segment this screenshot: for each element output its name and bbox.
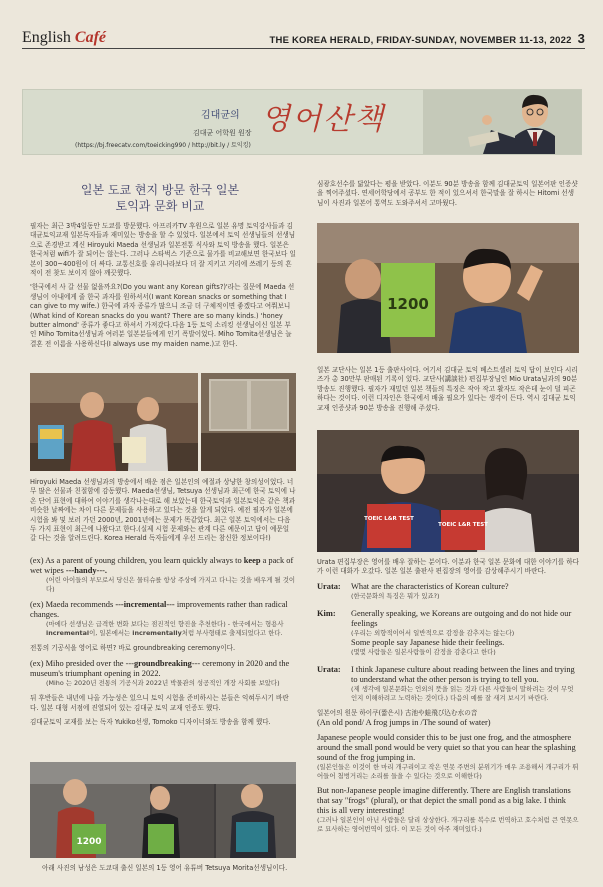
dialogue-2-en-2: Some people say Japanese hide their feelings. (351, 637, 505, 647)
book-cover-1200-a: 1200 (76, 837, 102, 847)
left-paragraph-2: '한국에서 사 갈 선물 없을까요?(Do you want any Korean gifts?)'라는 질문에 Maeda 선생님이 아내에게 줄 한국 과자를 원하셔서(I want Korean snacks or something that I can give to my wife.) 한국에 과자 종류가 많으니 조금 더 구체적이면 좋겠다고 여쭤보니 (What kind of Korean snacks do you want? There are so many kinds.) 'honey butter almond' 종류가 좋다고 하셔서 가져갔다.다음 1등 토익 소리킹 선생님이신 일본 부인 Miho Tomita선생님과 여러분 일본분들에게 인기 폭발이었다. Miho Tomita선생님은 늘 결혼 전 이름을 사용하신다(I always use my maiden name.)고 한다. (30, 283, 295, 348)
book-cover-toeic-b: TOEIC L&R TEST (438, 522, 488, 528)
left-paragraph-5: 김대균토익 교재를 보는 독자 Yukiko선생, Tomoko 디자이너와도 방송을 함께 했다. (30, 718, 271, 727)
example-1-en: (ex) As a parent of young children, you learn quickly always to keep a pack of wet wipes ---handy---. (30, 556, 294, 575)
example-2-en: (ex) Maeda recommends ---incremental--- improvements rather than radical changes. (30, 600, 288, 619)
dialogue-3-en: I think Japanese culture about reading between the lines and trying to understand what the other person is trying to tell you. (351, 664, 575, 684)
brand-logo (22, 29, 106, 47)
column-links: (https://bj.freecatv.com/toeicking990 / http://bit.ly / 토익킹) (75, 142, 251, 149)
japanese-view-en: Japanese people would consider this to be just one frog, and the atmosphere around the small pond would be very quiet so that you can hear the splashing sound of the frog jumping in. (317, 733, 576, 763)
dialogue-2 (317, 609, 579, 657)
right-text-dialogue (317, 558, 579, 834)
article-title-line-2: 토익과 문화 비교 (115, 199, 205, 213)
dialogue-2-ko-2: (몇몇 사람들은 일본사람들이 감정을 감춘다고 한다) (351, 647, 496, 656)
left-text-top (30, 222, 296, 354)
right-text-top (317, 180, 579, 208)
example-3-ko: (Miho 는 2020년 전통의 기공식과 2022년 박물관의 성공적인 개장 사회를 보았다) (46, 679, 280, 688)
left-examples (30, 556, 296, 733)
photo-maeda-gifts (30, 373, 198, 471)
paper-masthead (270, 31, 585, 46)
author-portrait-illustration (423, 90, 581, 154)
photo-urata-books (317, 430, 579, 552)
haiku-translation: (An old pond/ A frog jumps in /The sound of water) (317, 718, 491, 728)
book-cover-1200-b: 1200 (387, 295, 429, 313)
paper-dateline: THE KOREA HERALD, FRIDAY-SUNDAY, NOVEMBER 11-13, 2022 (269, 35, 572, 46)
dialogue-2-en-1: Generally speaking, we Koreans are outgoing and do not hide our feelings (351, 608, 572, 628)
photo-readers-books (30, 762, 296, 858)
article-title (40, 182, 280, 214)
photo-window-view (201, 373, 296, 471)
dialogue-1-en: What are the characteristics of Korean culture? (351, 581, 509, 591)
dialogue-1-ko: (한국문화의 특징은 뭐가 있죠?) (351, 591, 440, 600)
right-text-mid (317, 366, 579, 413)
column-author: 김대균 어학원 원장 (193, 129, 252, 137)
non-japanese-view-en: But non-Japanese people imagine differently. There are English translations that say "frogs" (plural), or that depict the small pond as a big lake. I think this is all very interesting! (317, 786, 571, 816)
photo-book-1200 (317, 223, 579, 353)
photo-book-1200-image (317, 223, 579, 353)
photo-readers-books-image (30, 762, 296, 858)
column-banner (22, 89, 582, 155)
japanese-view-ko: (일본인들은 이것이 한 마리 개구리이고 작은 연못 주변의 분위기가 매우 조용해서 개구리가 뛰어들어 첨벙거리는 소리를 들을 수 있다는 것으로 이해한다) (317, 763, 579, 781)
header-rule (22, 48, 585, 49)
non-japanese-view-ko: (그러나 일본인이 아닌 사람들은 달리 상상한다. 개구리를 복수로 번역하고 호수처럼 큰 연못으로 묘사하는 영어번역이 있다. 이 모든 것이 아주 재미있다.) (317, 816, 579, 834)
right-paragraph-3: Urata 편집부장은 영어를 배우 잘하는 분이다. 이분과 한국 일본 문화에 대한 이야기를 하다가 이런 대화가 오갔다. 일본 일본 출판사 편집장의 영어를 감상해주시기 바란다. (317, 558, 580, 576)
example-3-en: (ex) Miho presided over the ---groundbreaking--- ceremony in 2020 and the museum's triumphant opening in 2022. (30, 659, 290, 679)
column-kicker: 김대균의 (201, 110, 240, 121)
photo-urata-books-image (317, 430, 579, 552)
left-paragraph-1: 필자는 최근 3박4일동안 도쿄를 방문했다. 아프리카TV 후원으로 일본 유명 토익강사들과 김대균토익교재 일본독자들과 재미있는 방송을 할 수 있었다. 일본에서 토익 선생님들의 선생님으로 존경받고 계신 Hiroyuki Maeda 선생님과 일본전통 식사와 토익 방송을 했다. 일본은 한국처럼 wifi가 잘 되어는 않는다. 그러나 스타벅스 기준으로 물가를 비교해보면 한국보다 일본이 300~400원이 더 싸다. 교통신호를 유리나라보다 더 잘 지키고 거리에 쓰레기 등의 흔적이 전 찾도 보이지 않아 깨끗했다. (30, 222, 296, 278)
bottom-caption: 아래 사진의 남성은 도쿄대 출신 일본의 1등 영어 유튜버 Tetsuya Morita선생님이다. (42, 864, 288, 872)
groundbreaking-note: 전통의 기공식을 영어로 하면? 바로 groundbreaking ceremony이다. (30, 644, 236, 652)
example-2-ko: (마에다 선생님은 급격한 변화 보다는 점진적인 향진을 추천한다) - 한국에서는 형용사 incremental이, 일본에서는 incrementally처럼 부사형태로 출제되었다고 한다. (46, 620, 284, 637)
right-paragraph-2: 일본 교단사는 일본 1등 출판사이다. 여기서 김대균 토익 베스트셀러 토익 답이 보인다 시리즈가 총 30만부 판매된 기록이 있다. 교단사(講談社) 편집부장님인 Mio Urata님과의 90분 방송도 진행했다. 필자가 재밌던 일본 책들의 특징은 작아 작고 활자도 작은데 눈이 덜 피곤하다는 것이다. 이런 디자인은 한국에서 배울 필요가 있다는 생각이 든다. 역시 김대균 토익 교재 인증샷과 90분 방송을 진행해 주셨다. (317, 366, 578, 412)
article-title-line-1: 일본 도쿄 현지 방문 한국 일본 (80, 183, 240, 197)
dialogue-2-speaker: Kim: (317, 608, 336, 618)
left-paragraph-4: 뒤 후반들은 내년에 나올 가능성은 있으니 토익 시험을 준비하시는 분들은 익혀두시기 바란다. 일본 대형 서점에 진열되어 있는 김대균 토익 교재 인증도 했다. (30, 694, 289, 712)
page-number: 3 (577, 31, 585, 46)
dialogue-3 (317, 665, 579, 703)
brand-prefix: English (22, 29, 71, 46)
brand-suffix: Café (74, 29, 106, 46)
author-portrait (423, 90, 581, 154)
dialogue-1 (317, 582, 579, 601)
dialogue-1-speaker: Urata: (317, 581, 341, 591)
book-cover-toeic-a: TOEIC L&R TEST (364, 516, 414, 522)
photo-maeda-gifts-image (30, 373, 198, 471)
left-text-mid (30, 478, 296, 549)
left-paragraph-3: Hiroyuki Maeda 선생님과의 방송에서 배운 점은 일본인의 예절과 상냥한 창의성이었다. 너무 많은 선물과 친절함에 감동했다. Maeda선생님, Tetsuya 선생님과 최근에 한국 토익에 나온 단어 표현에 대하여 이야기를 생각나는대로 해 보았는데 한국토익과 일본토익은 같은 책과 비슷한 날짜에는 차이 다른 문제들을 사용하고 있다는 것을 알게 되었다. 예전 필자가 일본에 시험을 봐 및 보러 가던 2000년, 2001년에는 문제가 똑같았다. 최근 일본 토익에서는 다음 두 가지 표현이 최근에 나왔다고 한다.(실제 시험 문제와는 관계 다른 예문이고 답이 예문일 갈 다는 것을 알려드린다. Korea Herald 독자들에게 우선 드리는 참신한 정보이다!) (30, 478, 296, 543)
example-1-ko: (어린 아이들의 부모로서 당신은 물티슈를 항상 주상에 가지고 다니는 것을 배우게 될 것이다) (46, 576, 296, 593)
column-title: 영어산책 (261, 102, 385, 137)
dialogue-3-ko: (제 생각에 일본문화는 언외의 뜻을 읽는 것과 다른 사람들이 말하려는 것이 무엇인지 이해하려고 노력하는 것이다.) 다음의 예를 잘 새겨 보시기 바란다. (351, 684, 574, 702)
dialogue-3-speaker: Urata: (317, 664, 341, 674)
right-paragraph-1: 심광호선수를 닮았다는 평을 받았다. 이분도 90분 방송을 함께 김대균토익 일본어판 인증샷을 찍어주셨다. 연세어학당에서 공부도 한 적이 있으셔서 한국말을 잘 하시는 Hitomi 선생님이 사진과 일본어 통역도 도와주셔서 고마웠다. (317, 180, 578, 207)
haiku-original: 일본어의 원문 하이쿠(짧은시) 古池や蛙飛び込む水の音 (317, 708, 478, 717)
photo-window-view-image (201, 373, 296, 471)
dialogue-2-ko-1: (우리는 외향적이어서 일반적으로 감정을 감추지는 않는다) (351, 628, 515, 637)
